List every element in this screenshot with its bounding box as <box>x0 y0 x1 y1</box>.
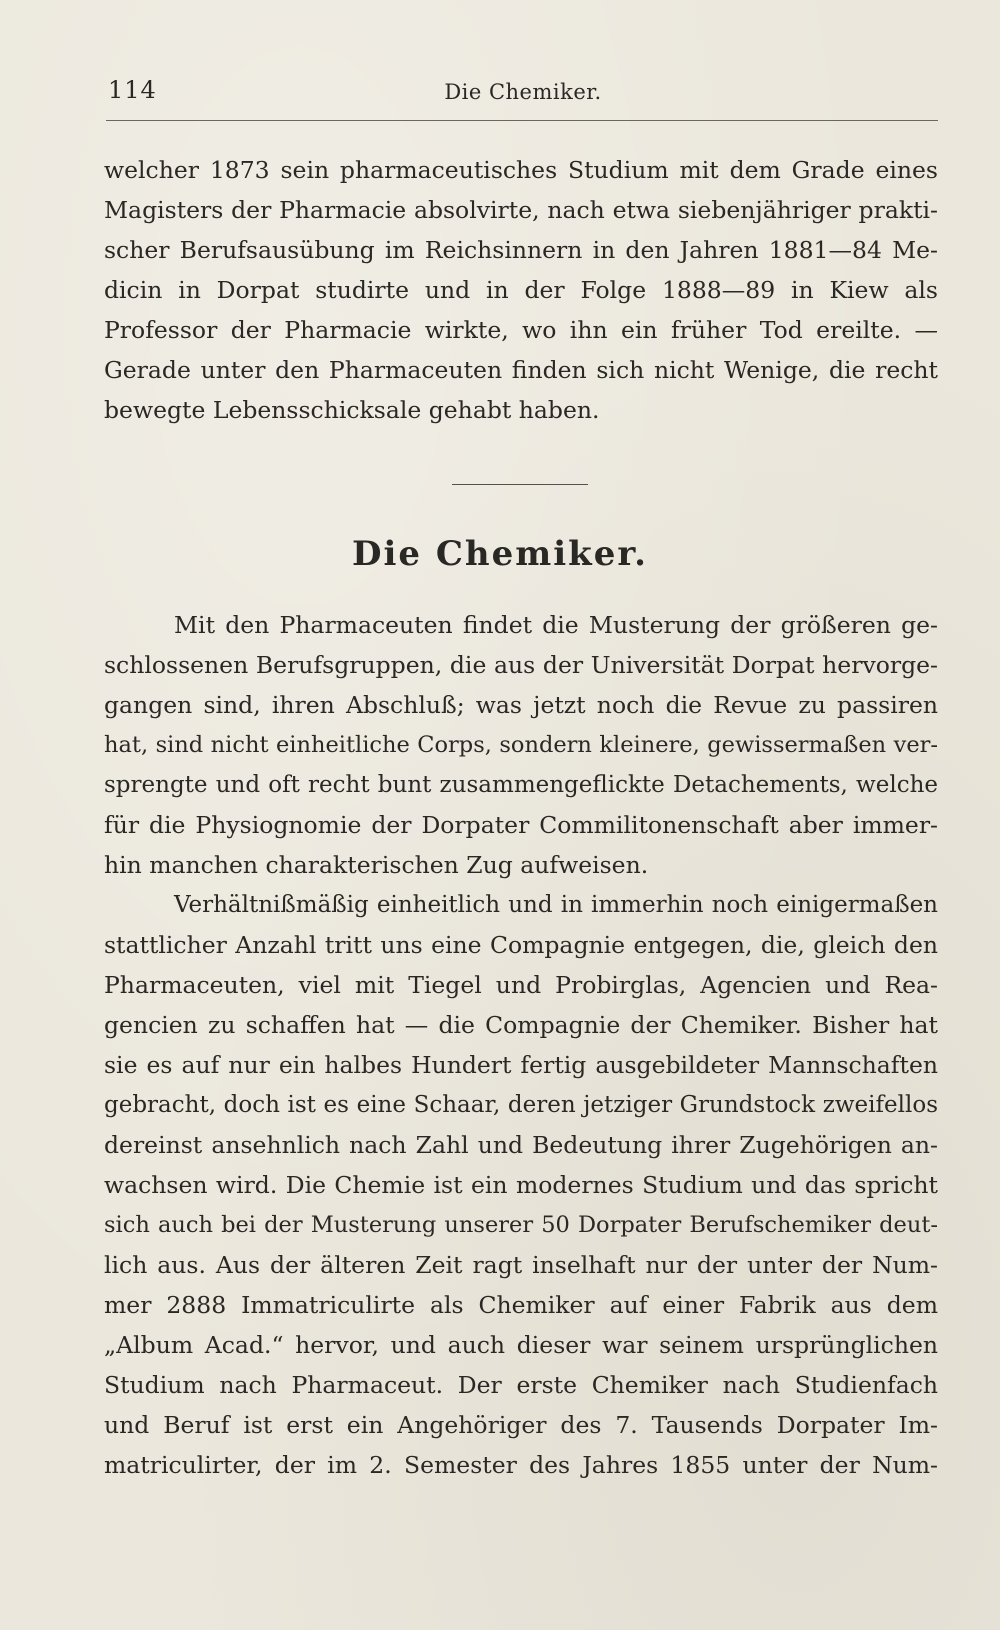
text-line: sie es auf nur ein halbes Hundert fertig ausgebildeter Mannschaften <box>104 1051 938 1079</box>
text-line: hin manchen charakterischen Zug aufweisen. <box>104 851 649 879</box>
text-line: scher Berufsausübung im Reichsinnern in den Jahren 1881—84 Me- <box>104 236 938 264</box>
text-line: gebracht, doch ist es eine Schaar, deren jetziger Grundstock zweifellos <box>104 1092 938 1118</box>
text-line: sprengte und oft recht bunt zusammengeflickte Detachements, welche <box>104 772 938 798</box>
text-line: für die Physiognomie der Dorpater Commilitonenschaft aber immer- <box>104 811 938 839</box>
text-line: Pharmaceuten, viel mit Tiegel und Probirglas, Agencien und Rea- <box>104 971 938 999</box>
text-line: gencien zu schaffen hat — die Compagnie der Chemiker. Bisher hat <box>104 1011 938 1039</box>
section-divider <box>452 484 588 485</box>
page-header <box>108 76 938 116</box>
text-line: Mit den Pharmaceuten findet die Musterung der größeren ge- <box>174 611 938 639</box>
text-line: sich auch bei der Musterung unserer 50 Dorpater Berufschemiker deut- <box>104 1212 938 1238</box>
paragraph-intro <box>104 605 938 885</box>
text-line: matriculirter, der im 2. Semester des Jahres 1855 unter der Num- <box>104 1451 938 1479</box>
text-line: und Beruf ist erst ein Angehöriger des 7. Tausends Dorpater Im- <box>104 1411 938 1439</box>
text-line: schlossenen Berufsgruppen, die aus der Universität Dorpat hervorge- <box>104 651 938 679</box>
text-line: Professor der Pharmacie wirkte, wo ihn ein früher Tod ereilte. — <box>104 316 938 344</box>
running-title: Die Chemiker. <box>444 80 602 104</box>
text-line: dicin in Dorpat studirte und in der Folge 1888—89 in Kiew als <box>104 276 938 304</box>
text-line: stattlicher Anzahl tritt uns eine Compagnie entgegen, die, gleich den <box>104 931 938 959</box>
section-title: Die Chemiker. <box>352 534 648 574</box>
text-line: „Album Acad.“ hervor, und auch dieser war seinem ursprünglichen <box>104 1331 938 1359</box>
page-number: 114 <box>108 76 157 104</box>
paragraph-pharmacist-continuation <box>104 150 938 430</box>
header-rule <box>106 120 938 121</box>
text-line: dereinst ansehnlich nach Zahl und Bedeutung ihrer Zugehörigen an- <box>104 1131 938 1159</box>
text-line: bewegte Lebensschicksale gehabt haben. <box>104 396 600 424</box>
paragraph-chemists <box>104 885 938 1485</box>
text-line: hat, sind nicht einheitliche Corps, sondern kleinere, gewissermaßen ver- <box>104 732 938 758</box>
text-line: Studium nach Pharmaceut. Der erste Chemiker nach Studienfach <box>104 1371 938 1399</box>
text-line: Verhältnißmäßig einheitlich und in immerhin noch einigermaßen <box>174 892 938 918</box>
text-line: gangen sind, ihren Abschluß; was jetzt noch die Revue zu passiren <box>104 691 938 719</box>
text-line: welcher 1873 sein pharmaceutisches Studium mit dem Grade eines <box>104 156 938 184</box>
text-line: mer 2888 Immatriculirte als Chemiker auf einer Fabrik aus dem <box>104 1291 938 1319</box>
text-line: Magisters der Pharmacie absolvirte, nach etwa siebenjähriger prakti- <box>104 196 938 224</box>
section-body <box>104 605 938 1485</box>
text-line: lich aus. Aus der älteren Zeit ragt inselhaft nur der unter der Num- <box>104 1251 938 1279</box>
text-line: wachsen wird. Die Chemie ist ein modernes Studium und das spricht <box>104 1171 938 1199</box>
text-line: Gerade unter den Pharmaceuten finden sich nicht Wenige, die recht <box>104 356 938 384</box>
